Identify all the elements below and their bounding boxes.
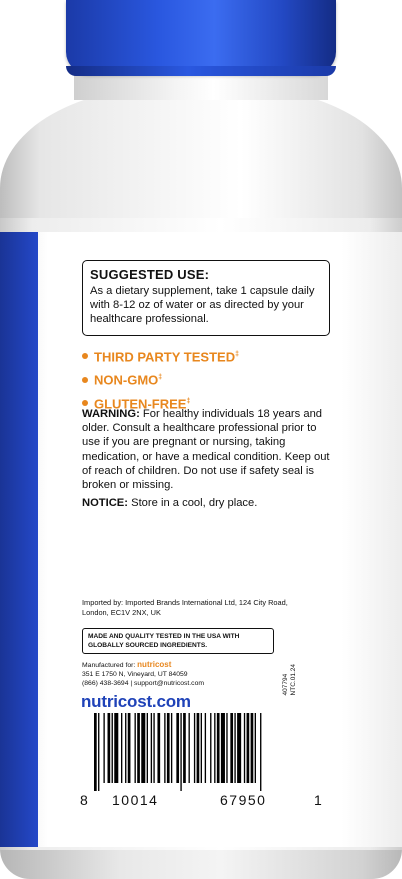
barcode-bar	[197, 713, 200, 783]
suggested-use-text: As a dietary supplement, take 1 capsule daily with 8-12 oz of water or as directed by your healthcare professional.	[90, 285, 315, 325]
barcode-bar	[147, 713, 148, 783]
barcode-bar	[205, 713, 206, 783]
barcode-bar	[244, 713, 245, 783]
barcode-bar	[135, 713, 136, 783]
barcode-bar	[260, 713, 261, 791]
brand-url: nutricost.com	[81, 692, 191, 711]
barcode-bar	[112, 713, 113, 783]
barcode-bar	[121, 713, 122, 783]
warning-paragraph	[82, 407, 332, 492]
bottle-shoulder	[0, 88, 402, 218]
barcode-bar	[255, 713, 256, 783]
barcode-bar	[214, 713, 215, 783]
barcode-bar	[153, 713, 154, 783]
bottle-cap-rim	[66, 66, 336, 76]
notice-text: Store in a cool, dry place.	[128, 497, 258, 509]
lot-codes	[282, 664, 298, 695]
barcode-bar	[114, 713, 118, 783]
bullet-dot-icon	[82, 353, 88, 359]
bottle-base	[0, 845, 402, 879]
lot-code: 407794	[282, 673, 289, 696]
barcode-bar	[247, 713, 250, 783]
barcode-bar	[189, 713, 190, 783]
barcode	[92, 713, 310, 791]
barcode-bar	[230, 713, 233, 783]
barcode-bar	[210, 713, 211, 783]
manufacturer-email: support@nutricost.com	[134, 680, 205, 687]
barcode-bar	[103, 713, 104, 783]
claim-mark: ‡	[235, 351, 239, 358]
barcode-bar	[137, 713, 140, 783]
barcode-bar	[226, 713, 227, 783]
claim-label: NON-GMO	[94, 372, 159, 388]
barcode-bar	[194, 713, 195, 783]
claim-label: THIRD PARTY TESTED	[94, 349, 236, 365]
notice-paragraph	[82, 496, 332, 510]
barcode-bar	[217, 713, 220, 783]
importer-text: Imported by: Imported Brands International Ltd, 124 City Road, London, EC1V 2NX, UK	[82, 598, 288, 617]
barcode-bar	[201, 713, 202, 783]
manufacturer-phone: (866) 438-3694	[82, 680, 129, 687]
bullet-dot-icon	[82, 400, 88, 406]
manufacturer-brand: nutricost	[137, 660, 172, 669]
claim-third-party-tested	[82, 344, 239, 367]
barcode-bar	[98, 713, 99, 791]
barcode-bar	[151, 713, 152, 783]
barcode-bar	[171, 713, 172, 783]
barcode-bar	[183, 713, 186, 783]
notice-label: NOTICE:	[82, 497, 128, 509]
barcode-bar	[157, 713, 160, 783]
barcode-bar	[251, 713, 254, 783]
manufacturer-block: Manufactured for: nutricost 351 E 1750 N, Vineyard, UT 84059 (866) 438-3694 | support@nutricost.com	[82, 660, 282, 688]
bottle-cap	[66, 0, 336, 74]
bottle-neck	[74, 74, 328, 100]
warning-label: WARNING:	[82, 408, 140, 420]
label-blue-stripe	[0, 232, 38, 847]
made-in-usa-box: MADE AND QUALITY TESTED IN THE USA WITH GLOBALLY SOURCED INGREDIENTS.	[82, 628, 274, 654]
barcode-bar	[108, 713, 111, 783]
claims-list	[82, 344, 239, 414]
barcode-last-digit: 1	[314, 792, 324, 808]
barcode-bar	[176, 713, 179, 783]
claim-mark: ‡	[186, 397, 191, 405]
manufacturer-label: Manufactured for:	[82, 662, 136, 669]
barcode-group-2: 67950	[220, 792, 267, 808]
bullet-dot-icon	[82, 377, 88, 383]
barcode-bar	[125, 713, 126, 783]
manufacturer-address: 351 E 1750 N, Vineyard, UT 84059	[82, 671, 188, 678]
barcode-bar	[164, 713, 165, 783]
barcode-bar	[141, 713, 145, 783]
barcode-bar	[234, 713, 235, 783]
claim-label: GLUTEN-FREE	[94, 395, 187, 411]
barcode-bar	[94, 713, 97, 791]
barcode-bar	[128, 713, 131, 783]
barcode-group-1: 10014	[112, 792, 159, 808]
batch-code: NTC.01.24	[290, 664, 297, 696]
barcode-first-digit: 8	[80, 792, 90, 808]
barcode-bar	[180, 713, 181, 791]
claim-mark: ‡	[158, 374, 163, 382]
suggested-use-box	[82, 260, 330, 336]
barcode-bar	[167, 713, 170, 783]
warning-text: For healthy individuals 18 years and older. Consult a healthcare professional prior to use if you are pregnant or nursing, taking medication, or have a medical condition. Keep out of reach of children. Do not use if safety seal is broken or missing.	[82, 408, 330, 492]
barcode-bar	[237, 713, 241, 783]
barcode-bar	[221, 713, 225, 783]
suggested-use-title: SUGGESTED USE:	[90, 267, 210, 282]
claim-non-gmo	[82, 367, 239, 390]
